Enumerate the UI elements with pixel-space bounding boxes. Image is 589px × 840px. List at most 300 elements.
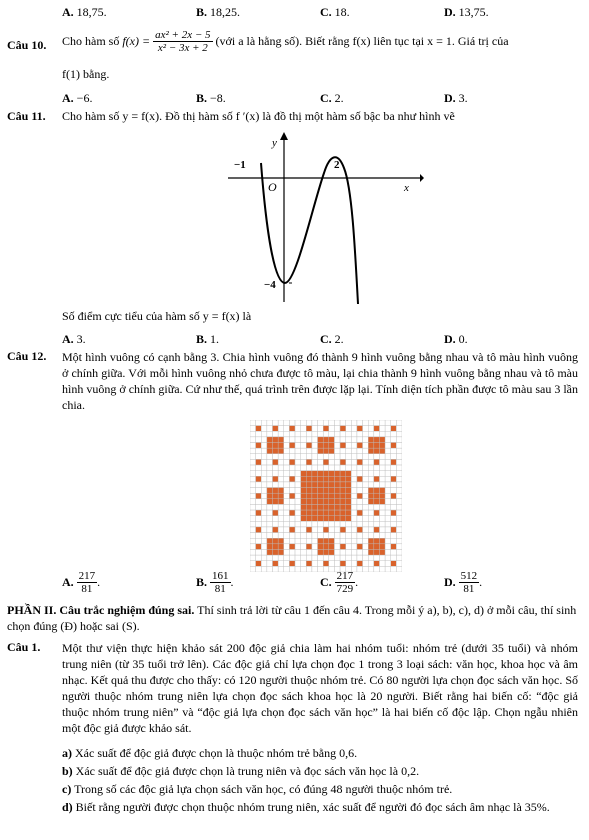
carpet-empty-cell xyxy=(346,561,352,567)
carpet-empty-cell xyxy=(278,420,284,426)
carpet-empty-cell xyxy=(385,459,391,465)
q9-option-d: D. 13,75. xyxy=(444,5,489,19)
carpet-empty-cell xyxy=(346,533,352,539)
carpet-empty-cell xyxy=(379,533,385,539)
carpet-empty-cell xyxy=(340,465,346,471)
carpet-empty-cell xyxy=(379,561,385,567)
carpet-filled-cell xyxy=(256,561,262,567)
carpet-empty-cell xyxy=(267,516,273,522)
carpet-empty-cell xyxy=(284,443,290,449)
option-value: −6 xyxy=(76,91,90,105)
carpet-empty-cell xyxy=(363,538,369,544)
label-origin: O xyxy=(268,180,277,194)
item-mark: d) xyxy=(62,800,73,814)
carpet-filled-cell xyxy=(391,443,397,449)
carpet-empty-cell xyxy=(250,499,256,505)
carpet-empty-cell xyxy=(391,549,397,555)
option-value: 18 xyxy=(334,5,347,19)
carpet-filled-cell xyxy=(323,426,329,432)
carpet-empty-cell xyxy=(267,471,273,477)
carpet-empty-cell xyxy=(357,504,363,510)
carpet-empty-cell xyxy=(250,476,256,482)
carpet-empty-cell xyxy=(379,516,385,522)
q9-option-c: C. 18. xyxy=(320,5,350,19)
carpet-filled-cell xyxy=(357,459,363,465)
carpet-empty-cell xyxy=(385,431,391,437)
carpet-filled-cell xyxy=(267,443,273,449)
carpet-filled-cell xyxy=(346,510,352,516)
carpet-empty-cell xyxy=(267,482,273,488)
carpet-filled-cell xyxy=(340,527,346,533)
carpet-filled-cell xyxy=(340,459,346,465)
carpet-empty-cell xyxy=(396,555,402,561)
option-label: A. xyxy=(62,91,74,105)
carpet-empty-cell xyxy=(396,459,402,465)
carpet-empty-cell xyxy=(295,420,301,426)
carpet-empty-cell xyxy=(346,544,352,550)
option-label: A. xyxy=(62,332,74,346)
carpet-empty-cell xyxy=(312,527,318,533)
carpet-empty-cell xyxy=(329,527,335,533)
carpet-filled-cell xyxy=(306,482,312,488)
carpet-empty-cell xyxy=(295,465,301,471)
carpet-empty-cell xyxy=(396,516,402,522)
part2-heading-bold: PHẦN II. Câu trắc nghiệm đúng sai. xyxy=(7,603,195,617)
item-text: Xác suất để độc giả được chọn là thuộc nhóm trẻ bằng 0,6. xyxy=(72,746,358,760)
carpet-filled-cell xyxy=(323,437,329,443)
q10-lead: Cho hàm số xyxy=(62,34,120,48)
carpet-empty-cell xyxy=(250,504,256,510)
carpet-empty-cell xyxy=(267,561,273,567)
carpet-filled-cell xyxy=(289,426,295,432)
fraction-numerator: 512 xyxy=(460,570,478,582)
carpet-empty-cell xyxy=(312,448,318,454)
carpet-empty-cell xyxy=(312,443,318,449)
carpet-empty-cell xyxy=(385,538,391,544)
carpet-filled-cell xyxy=(306,516,312,522)
carpet-filled-cell xyxy=(273,476,279,482)
carpet-filled-cell xyxy=(340,510,346,516)
carpet-empty-cell xyxy=(250,482,256,488)
carpet-empty-cell xyxy=(289,504,295,510)
carpet-empty-cell xyxy=(261,465,267,471)
carpet-empty-cell xyxy=(261,516,267,522)
carpet-empty-cell xyxy=(278,561,284,567)
carpet-empty-cell xyxy=(351,448,357,454)
carpet-filled-cell xyxy=(368,488,374,494)
carpet-empty-cell xyxy=(340,420,346,426)
carpet-filled-cell xyxy=(256,544,262,550)
carpet-empty-cell xyxy=(261,544,267,550)
carpet-empty-cell xyxy=(374,533,380,539)
carpet-empty-cell xyxy=(284,488,290,494)
carpet-filled-cell xyxy=(278,448,284,454)
carpet-empty-cell xyxy=(278,459,284,465)
carpet-filled-cell xyxy=(256,459,262,465)
carpet-empty-cell xyxy=(318,561,324,567)
carpet-empty-cell xyxy=(267,533,273,539)
option-value: 2 xyxy=(334,332,341,346)
carpet-empty-cell xyxy=(368,566,374,572)
carpet-filled-cell xyxy=(267,549,273,555)
carpet-filled-cell xyxy=(329,488,335,494)
carpet-filled-cell xyxy=(278,493,284,499)
carpet-empty-cell xyxy=(340,549,346,555)
carpet-filled-cell xyxy=(312,488,318,494)
carpet-empty-cell xyxy=(284,471,290,477)
carpet-empty-cell xyxy=(334,443,340,449)
carpet-empty-cell xyxy=(385,516,391,522)
carpet-empty-cell xyxy=(278,431,284,437)
carpet-empty-cell xyxy=(346,454,352,460)
carpet-empty-cell xyxy=(379,465,385,471)
carpet-filled-cell xyxy=(318,482,324,488)
carpet-empty-cell xyxy=(261,527,267,533)
carpet-empty-cell xyxy=(256,555,262,561)
carpet-empty-cell xyxy=(368,426,374,432)
option-value: 1 xyxy=(210,332,217,346)
label-x: x xyxy=(404,182,409,194)
carpet-empty-cell xyxy=(351,544,357,550)
carpet-empty-cell xyxy=(357,538,363,544)
carpet-empty-cell xyxy=(385,465,391,471)
carpet-empty-cell xyxy=(391,437,397,443)
option-value: 18,75 xyxy=(76,5,104,19)
carpet-empty-cell xyxy=(312,561,318,567)
carpet-filled-cell xyxy=(329,443,335,449)
carpet-empty-cell xyxy=(301,454,307,460)
carpet-empty-cell xyxy=(295,476,301,482)
carpet-empty-cell xyxy=(357,516,363,522)
carpet-empty-cell xyxy=(357,471,363,477)
carpet-empty-cell xyxy=(289,420,295,426)
carpet-empty-cell xyxy=(379,504,385,510)
carpet-filled-cell xyxy=(340,516,346,522)
carpet-empty-cell xyxy=(295,504,301,510)
carpet-empty-cell xyxy=(363,448,369,454)
carpet-filled-cell xyxy=(368,443,374,449)
carpet-empty-cell xyxy=(295,471,301,477)
carpet-empty-cell xyxy=(334,544,340,550)
carpet-empty-cell xyxy=(368,561,374,567)
carpet-empty-cell xyxy=(261,443,267,449)
carpet-empty-cell xyxy=(312,566,318,572)
carpet-empty-cell xyxy=(363,426,369,432)
label-2: 2 xyxy=(334,159,340,171)
carpet-empty-cell xyxy=(346,527,352,533)
carpet-filled-cell xyxy=(267,448,273,454)
carpet-filled-cell xyxy=(368,493,374,499)
carpet-filled-cell xyxy=(318,443,324,449)
carpet-filled-cell xyxy=(301,471,307,477)
q10-numerator: ax² + 2x − 5 xyxy=(155,29,211,41)
carpet-empty-cell xyxy=(391,454,397,460)
carpet-empty-cell xyxy=(363,521,369,527)
carpet-filled-cell xyxy=(379,488,385,494)
carpet-empty-cell xyxy=(256,538,262,544)
carpet-empty-cell xyxy=(379,566,385,572)
carpet-empty-cell xyxy=(346,465,352,471)
carpet-empty-cell xyxy=(385,493,391,499)
carpet-filled-cell xyxy=(273,510,279,516)
carpet-empty-cell xyxy=(396,510,402,516)
carpet-empty-cell xyxy=(250,465,256,471)
carpet-empty-cell xyxy=(351,549,357,555)
carpet-empty-cell xyxy=(256,533,262,539)
carpet-empty-cell xyxy=(396,561,402,567)
carpet-empty-cell xyxy=(295,510,301,516)
carpet-filled-cell xyxy=(374,476,380,482)
fraction-numerator: 217 xyxy=(336,570,354,582)
carpet-empty-cell xyxy=(396,493,402,499)
carpet-filled-cell xyxy=(334,488,340,494)
carpet-empty-cell xyxy=(368,476,374,482)
carpet-empty-cell xyxy=(379,555,385,561)
carpet-filled-cell xyxy=(323,448,329,454)
carpet-empty-cell xyxy=(379,420,385,426)
carpet-empty-cell xyxy=(391,533,397,539)
carpet-empty-cell xyxy=(312,431,318,437)
carpet-filled-cell xyxy=(323,488,329,494)
carpet-empty-cell xyxy=(301,465,307,471)
q11-option-a: A. 3. xyxy=(62,332,86,346)
carpet-empty-cell xyxy=(363,454,369,460)
carpet-filled-cell xyxy=(391,426,397,432)
carpet-empty-cell xyxy=(289,448,295,454)
carpet-empty-cell xyxy=(318,527,324,533)
carpet-empty-cell xyxy=(357,482,363,488)
carpet-filled-cell xyxy=(374,561,380,567)
carpet-empty-cell xyxy=(374,521,380,527)
carpet-filled-cell xyxy=(374,488,380,494)
carpet-empty-cell xyxy=(357,448,363,454)
q10-option-b: B. −8. xyxy=(196,91,226,105)
carpet-empty-cell xyxy=(261,538,267,544)
carpet-empty-cell xyxy=(357,555,363,561)
carpet-empty-cell xyxy=(329,420,335,426)
carpet-filled-cell xyxy=(267,493,273,499)
carpet-filled-cell xyxy=(273,426,279,432)
carpet-filled-cell xyxy=(379,549,385,555)
carpet-empty-cell xyxy=(261,431,267,437)
carpet-filled-cell xyxy=(340,471,346,477)
carpet-empty-cell xyxy=(357,437,363,443)
carpet-empty-cell xyxy=(284,493,290,499)
carpet-filled-cell xyxy=(267,538,273,544)
carpet-empty-cell xyxy=(289,471,295,477)
carpet-empty-cell xyxy=(312,544,318,550)
carpet-empty-cell xyxy=(301,549,307,555)
carpet-empty-cell xyxy=(374,465,380,471)
carpet-empty-cell xyxy=(289,521,295,527)
carpet-empty-cell xyxy=(250,426,256,432)
carpet-filled-cell xyxy=(278,499,284,505)
carpet-empty-cell xyxy=(351,488,357,494)
x-axis-arrow xyxy=(420,174,424,182)
carpet-empty-cell xyxy=(374,504,380,510)
carpet-empty-cell xyxy=(318,459,324,465)
carpet-empty-cell xyxy=(351,454,357,460)
carpet-empty-cell xyxy=(346,521,352,527)
carpet-empty-cell xyxy=(357,454,363,460)
carpet-filled-cell xyxy=(306,561,312,567)
carpet-empty-cell xyxy=(301,538,307,544)
carpet-empty-cell xyxy=(267,566,273,572)
carpet-filled-cell xyxy=(301,510,307,516)
carpet-filled-cell xyxy=(267,499,273,505)
carpet-filled-cell xyxy=(289,443,295,449)
carpet-empty-cell xyxy=(351,521,357,527)
p2q1-text: Một thư viện thực hiện khảo sát 200 độc giả chia làm hai nhóm tuổi: nhóm trẻ (dưới 35 tuổi) và nhóm trung niên (từ 35 tuổi trở lên). Các độc giả chỉ lựa chọn đọc 1 trong 3 loại sách: văn học, khoa học và âm nhạc. Kết quả thu được cho thấy: có 120 người thuộc nhóm trẻ. Có 80 người lựa chọn đọc sách văn học. Số người thuộc nhóm trung niên lựa chọn đọc sách khoa học là 20 người. Biết rằng hai biến cố: “độc giả thuộc nhóm trung niên” và “độc giả lựa chọn đọc sách văn học” là hai biến cố độc lập. Chọn ngẫu nhiên một độc giả được khảo sát. xyxy=(62,641,578,735)
fraction-denominator: 81 xyxy=(214,583,226,595)
carpet-filled-cell xyxy=(368,448,374,454)
carpet-empty-cell xyxy=(273,555,279,561)
q10-rest: (với a là hằng số). Biết rằng f(x) liên tục tại x = 1. Giá trị của xyxy=(215,34,509,48)
carpet-filled-cell xyxy=(256,426,262,432)
carpet-filled-cell xyxy=(368,499,374,505)
item-mark: a) xyxy=(62,746,72,760)
carpet-filled-cell xyxy=(379,443,385,449)
carpet-filled-cell xyxy=(273,488,279,494)
carpet-empty-cell xyxy=(318,533,324,539)
carpet-empty-cell xyxy=(363,471,369,477)
carpet-empty-cell xyxy=(306,555,312,561)
carpet-empty-cell xyxy=(379,482,385,488)
carpet-filled-cell xyxy=(318,476,324,482)
p2q1-item-c xyxy=(62,781,578,797)
carpet-empty-cell xyxy=(306,431,312,437)
carpet-filled-cell xyxy=(374,493,380,499)
carpet-empty-cell xyxy=(363,437,369,443)
carpet-empty-cell xyxy=(374,454,380,460)
carpet-filled-cell xyxy=(318,488,324,494)
carpet-empty-cell xyxy=(374,516,380,522)
part2-heading-rest: Thí sinh trả lời từ câu 1 đến câu 4. Trong mỗi ý a), b), c), d) ở mỗi câu, thí sinh chọn đúng (Đ) hoặc sai (S). xyxy=(7,603,577,633)
carpet-empty-cell xyxy=(261,521,267,527)
carpet-filled-cell xyxy=(357,443,363,449)
carpet-empty-cell xyxy=(256,566,262,572)
carpet-empty-cell xyxy=(363,476,369,482)
carpet-empty-cell xyxy=(312,465,318,471)
carpet-empty-cell xyxy=(385,482,391,488)
carpet-empty-cell xyxy=(261,454,267,460)
carpet-empty-cell xyxy=(267,521,273,527)
q10-line2: f(1) bằng. xyxy=(62,67,110,81)
carpet-empty-cell xyxy=(396,482,402,488)
carpet-filled-cell xyxy=(323,471,329,477)
carpet-empty-cell xyxy=(284,527,290,533)
carpet-empty-cell xyxy=(301,555,307,561)
carpet-filled-cell xyxy=(334,476,340,482)
carpet-empty-cell xyxy=(250,510,256,516)
carpet-empty-cell xyxy=(363,516,369,522)
carpet-empty-cell xyxy=(261,549,267,555)
carpet-empty-cell xyxy=(273,482,279,488)
carpet-empty-cell xyxy=(385,533,391,539)
carpet-empty-cell xyxy=(357,420,363,426)
carpet-empty-cell xyxy=(357,465,363,471)
option-value: 3 xyxy=(458,91,465,105)
carpet-empty-cell xyxy=(396,488,402,494)
carpet-empty-cell xyxy=(363,493,369,499)
carpet-empty-cell xyxy=(368,459,374,465)
carpet-empty-cell xyxy=(351,538,357,544)
carpet-filled-cell xyxy=(357,493,363,499)
fraction-numerator: 161 xyxy=(212,570,229,582)
carpet-empty-cell xyxy=(261,448,267,454)
carpet-empty-cell xyxy=(295,426,301,432)
carpet-filled-cell xyxy=(312,499,318,505)
carpet-empty-cell xyxy=(346,459,352,465)
carpet-empty-cell xyxy=(385,437,391,443)
carpet-empty-cell xyxy=(351,443,357,449)
carpet-empty-cell xyxy=(312,555,318,561)
q10-fx: f(x) = xyxy=(122,34,151,48)
carpet-filled-cell xyxy=(391,459,397,465)
p2q1-label: Câu 1. xyxy=(7,640,41,654)
carpet-empty-cell xyxy=(306,549,312,555)
carpet-filled-cell xyxy=(289,544,295,550)
carpet-empty-cell xyxy=(256,431,262,437)
option-value: −8 xyxy=(210,91,223,105)
carpet-empty-cell xyxy=(306,454,312,460)
carpet-filled-cell xyxy=(346,504,352,510)
carpet-empty-cell xyxy=(385,527,391,533)
carpet-empty-cell xyxy=(334,521,340,527)
carpet-empty-cell xyxy=(385,504,391,510)
carpet-empty-cell xyxy=(318,431,324,437)
carpet-empty-cell xyxy=(334,465,340,471)
carpet-filled-cell xyxy=(379,544,385,550)
carpet-filled-cell xyxy=(289,561,295,567)
carpet-empty-cell xyxy=(363,482,369,488)
carpet-empty-cell xyxy=(334,549,340,555)
carpet-empty-cell xyxy=(256,448,262,454)
option-label: A. xyxy=(62,575,74,589)
carpet-filled-cell xyxy=(278,549,284,555)
carpet-empty-cell xyxy=(334,454,340,460)
carpet-empty-cell xyxy=(278,516,284,522)
carpet-empty-cell xyxy=(346,555,352,561)
carpet-empty-cell xyxy=(312,538,318,544)
carpet-filled-cell xyxy=(340,493,346,499)
carpet-empty-cell xyxy=(278,454,284,460)
carpet-empty-cell xyxy=(340,533,346,539)
carpet-empty-cell xyxy=(284,521,290,527)
carpet-empty-cell xyxy=(250,493,256,499)
carpet-empty-cell xyxy=(295,533,301,539)
carpet-empty-cell xyxy=(374,482,380,488)
carpet-empty-cell xyxy=(278,527,284,533)
carpet-empty-cell xyxy=(379,476,385,482)
label-minus4: −4 xyxy=(264,279,276,291)
carpet-empty-cell xyxy=(250,544,256,550)
carpet-empty-cell xyxy=(256,437,262,443)
carpet-filled-cell xyxy=(334,499,340,505)
carpet-empty-cell xyxy=(306,533,312,539)
carpet-filled-cell xyxy=(306,504,312,510)
carpet-empty-cell xyxy=(289,555,295,561)
option-label: B. xyxy=(196,91,208,105)
carpet-filled-cell xyxy=(340,476,346,482)
carpet-empty-cell xyxy=(250,431,256,437)
carpet-empty-cell xyxy=(250,561,256,567)
carpet-filled-cell xyxy=(312,476,318,482)
carpet-empty-cell xyxy=(318,465,324,471)
carpet-empty-cell xyxy=(284,504,290,510)
carpet-empty-cell xyxy=(250,448,256,454)
carpet-empty-cell xyxy=(289,431,295,437)
